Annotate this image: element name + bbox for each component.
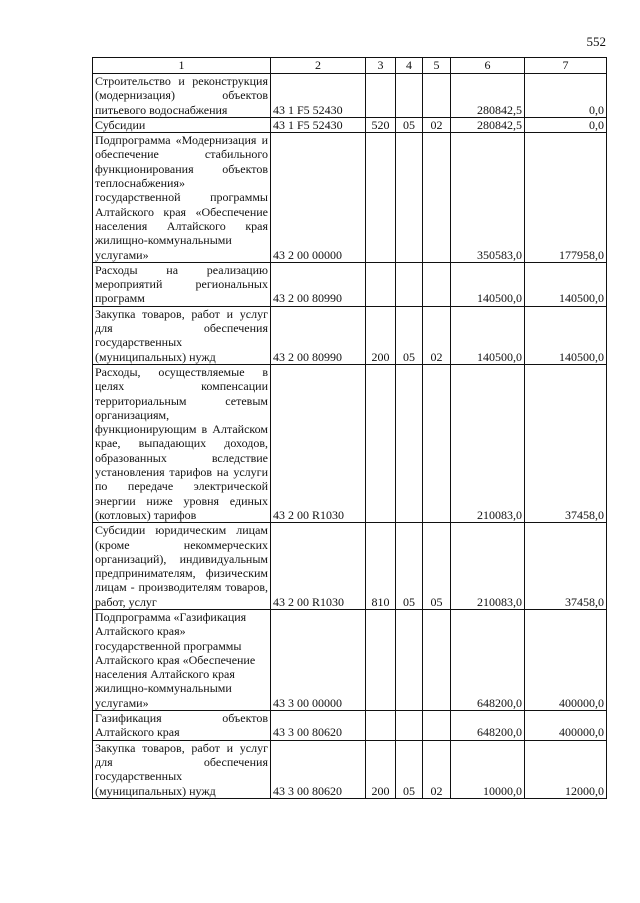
row-name: Газификация объектов Алтайского края: [93, 711, 271, 741]
row-sum-1: 648200,0: [451, 609, 525, 710]
row-pr: 02: [423, 740, 451, 798]
row-pr: [423, 711, 451, 741]
row-vr: 200: [366, 740, 396, 798]
row-vr: 810: [366, 523, 396, 610]
row-pr: [423, 262, 451, 306]
header-col-1: 1: [93, 58, 271, 74]
row-rz: [396, 74, 423, 118]
row-sum-2: 37458,0: [525, 364, 607, 522]
row-rz: 05: [396, 306, 423, 364]
row-sum-1: 210083,0: [451, 523, 525, 610]
row-pr: [423, 364, 451, 522]
row-name: Закупка товаров, работ и услуг для обеспечения государственных (муниципальных) нужд: [93, 306, 271, 364]
header-col-5: 5: [423, 58, 451, 74]
row-sum-2: 0,0: [525, 74, 607, 118]
row-sum-2: 37458,0: [525, 523, 607, 610]
row-name: Расходы на реализацию мероприятий региональных программ: [93, 262, 271, 306]
row-sum-2: 0,0: [525, 117, 607, 132]
row-sum-1: 10000,0: [451, 740, 525, 798]
row-sum-1: 350583,0: [451, 133, 525, 263]
row-name: Подпрограмма «Газификация Алтайского края» государственной программы Алтайского края «Обеспечение населения Алтайского края жилищно-коммунальными услугами»: [93, 609, 271, 710]
header-col-4: 4: [396, 58, 423, 74]
table-row: [93, 262, 607, 306]
row-pr: [423, 74, 451, 118]
row-code: 43 2 00 80990: [271, 262, 366, 306]
row-vr: [366, 74, 396, 118]
table-row: [93, 740, 607, 798]
row-rz: [396, 133, 423, 263]
row-sum-2: 12000,0: [525, 740, 607, 798]
row-code: 43 1 F5 52430: [271, 74, 366, 118]
row-rz: [396, 364, 423, 522]
header-col-3: 3: [366, 58, 396, 74]
table-row: [93, 117, 607, 132]
row-vr: [366, 262, 396, 306]
row-sum-1: 280842,5: [451, 117, 525, 132]
row-sum-1: 210083,0: [451, 364, 525, 522]
row-sum-2: 400000,0: [525, 609, 607, 710]
row-pr: 02: [423, 117, 451, 132]
row-code: 43 2 00 R1030: [271, 523, 366, 610]
table-row: [93, 609, 607, 710]
row-code: 43 2 00 R1030: [271, 364, 366, 522]
table-row: [93, 364, 607, 522]
row-rz: [396, 262, 423, 306]
row-code: 43 3 00 00000: [271, 609, 366, 710]
row-name: Строительство и реконструкция (модернизация) объектов питьевого водоснабжения: [93, 74, 271, 118]
row-vr: [366, 364, 396, 522]
table-row: [93, 74, 607, 118]
row-sum-2: 140500,0: [525, 306, 607, 364]
row-rz: [396, 609, 423, 710]
row-sum-1: 648200,0: [451, 711, 525, 741]
row-name: Подпрограмма «Модернизация и обеспечение стабильного функционирования объектов теплоснабжения» государственной программы Алтайского края «Обеспечение населения Алтайского края жилищно-коммунальными услугами»: [93, 133, 271, 263]
page-number: 552: [586, 34, 606, 49]
row-rz: 05: [396, 740, 423, 798]
row-sum-2: 140500,0: [525, 262, 607, 306]
row-code: 43 3 00 80620: [271, 711, 366, 741]
row-vr: 520: [366, 117, 396, 132]
row-code: 43 1 F5 52430: [271, 117, 366, 132]
row-rz: 05: [396, 523, 423, 610]
table-row: [93, 523, 607, 610]
table-row: [93, 306, 607, 364]
row-sum-1: 140500,0: [451, 306, 525, 364]
row-sum-1: 280842,5: [451, 74, 525, 118]
row-pr: 02: [423, 306, 451, 364]
row-code: 43 2 00 00000: [271, 133, 366, 263]
row-name: Закупка товаров, работ и услуг для обеспечения государственных (муниципальных) нужд: [93, 740, 271, 798]
row-code: 43 2 00 80990: [271, 306, 366, 364]
row-sum-2: 177958,0: [525, 133, 607, 263]
table-row: [93, 711, 607, 741]
row-pr: 05: [423, 523, 451, 610]
row-vr: [366, 133, 396, 263]
header-col-2: 2: [271, 58, 366, 74]
row-code: 43 3 00 80620: [271, 740, 366, 798]
row-vr: 200: [366, 306, 396, 364]
table-row: [93, 133, 607, 263]
row-sum-2: 400000,0: [525, 711, 607, 741]
header-col-7: 7: [525, 58, 607, 74]
row-name: Субсидии: [93, 117, 271, 132]
row-vr: [366, 609, 396, 710]
row-pr: [423, 609, 451, 710]
row-name: Субсидии юридическим лицам (кроме некоммерческих организаций), индивидуальным предпринимателям, физическим лицам - производителям товаров, работ, услуг: [93, 523, 271, 610]
header-col-6: 6: [451, 58, 525, 74]
row-rz: 05: [396, 117, 423, 132]
budget-table: [92, 57, 607, 799]
row-rz: [396, 711, 423, 741]
row-sum-1: 140500,0: [451, 262, 525, 306]
row-vr: [366, 711, 396, 741]
row-name: Расходы, осуществляемые в целях компенсации территориальным сетевым организациям, функционирующим в Алтайском крае, выпадающих доходов, образованных вследствие установления тарифов на услуги по передаче электрической энергии ниже уровня единых (котловых) тарифов: [93, 364, 271, 522]
row-pr: [423, 133, 451, 263]
header-row: [93, 58, 607, 74]
